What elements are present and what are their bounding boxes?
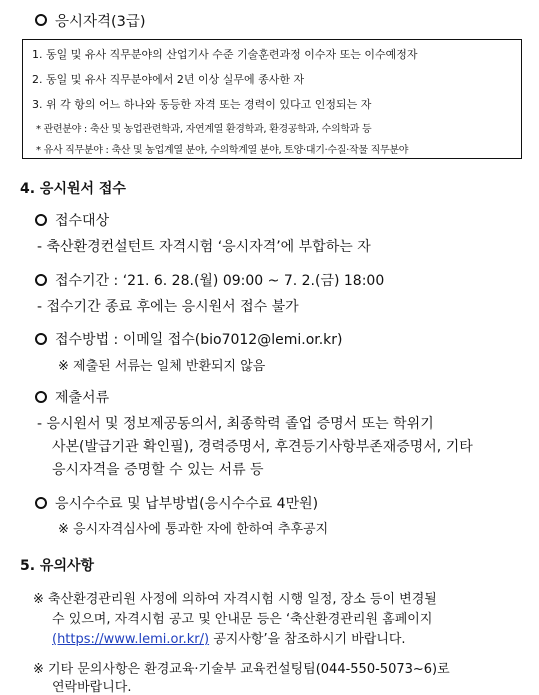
section-4-title: 4. 응시원서 접수 — [20, 181, 126, 197]
method-heading: 접수방법 : 이메일 접수(bio7012@lemi.or.kr) — [55, 332, 343, 348]
contact-line: 연락바랍니다. — [52, 680, 132, 695]
docs-line: 응시자격을 증명할 수 있는 서류 등 — [52, 462, 264, 478]
caution-tail: 공지사항’을 참조하시기 바랍니다. — [209, 632, 406, 647]
fee-note: ※ 응시자격심사에 통과한 자에 한하여 추후공지 — [58, 522, 329, 537]
bullet-circle-icon — [35, 497, 47, 509]
target-text: - 축산환경컨설턴트 자격시험 ‘응시자격’에 부합하는 자 — [37, 239, 371, 255]
caution-line-with-link — [52, 628, 406, 647]
bullet-circle-icon — [35, 14, 47, 26]
bullet-circle-icon — [35, 214, 47, 226]
docs-heading: 제출서류 — [55, 390, 110, 406]
period-heading: 접수기간 : ‘21. 6. 28.(월) 09:00 ~ 7. 2.(금) 18:00 — [55, 273, 385, 289]
docs-line: - 응시원서 및 정보제공동의서, 최종학력 졸업 증명서 또는 학위기 — [37, 416, 434, 432]
bullet-circle-icon — [35, 274, 47, 286]
homepage-link[interactable]: (https://www.lemi.or.kr/) — [52, 632, 210, 647]
contact-line: ※ 기타 문의사항은 환경교육·기술부 교육컨설팅팀(044-550-5073~6)로 — [33, 662, 450, 677]
qualification-item: 2. 동일 및 유사 직무분야에서 2년 이상 실무에 종사한 자 — [32, 73, 305, 86]
bullet-circle-icon — [35, 391, 47, 403]
qualification-note: * 유사 직무분야 : 축산 및 농업계열 분야, 수의학계열 분야, 토양·대기·수질·작물 직무분야 — [36, 145, 409, 156]
caution-line: ※ 축산환경관리원 사정에 의하여 자격시험 시행 일정, 장소 등이 변경될 — [33, 592, 437, 607]
caution-line: 수 있으며, 자격시험 공고 및 안내문 등은 ‘축산환경관리원 홈페이지 — [52, 612, 433, 627]
section-5-title: 5. 유의사항 — [20, 558, 95, 574]
qualification-note: * 관련분야 : 축산 및 농업관련학과, 자연계열 환경학과, 환경공학과, 수의학과 등 — [36, 124, 372, 135]
qualification-item: 3. 위 각 항의 어느 하나와 동등한 자격 또는 경력이 있다고 인정되는 자 — [32, 98, 372, 111]
bullet-circle-icon — [35, 333, 47, 345]
method-note: ※ 제출된 서류는 일체 반환되지 않음 — [58, 359, 266, 374]
target-heading: 접수대상 — [55, 213, 110, 229]
period-text: - 접수기간 종료 후에는 응시원서 접수 불가 — [37, 299, 299, 315]
docs-line: 사본(발급기관 확인필), 경력증명서, 후견등기사항부존재증명서, 기타 — [52, 439, 473, 455]
fee-heading: 응시수수료 및 납부방법(응시수수료 4만원) — [55, 496, 319, 512]
qualification-heading: 응시자격(3급) — [55, 14, 146, 30]
qualification-item: 1. 동일 및 유사 직무분야의 산업기사 수준 기술훈련과정 이수자 또는 이수예정자 — [32, 48, 418, 61]
